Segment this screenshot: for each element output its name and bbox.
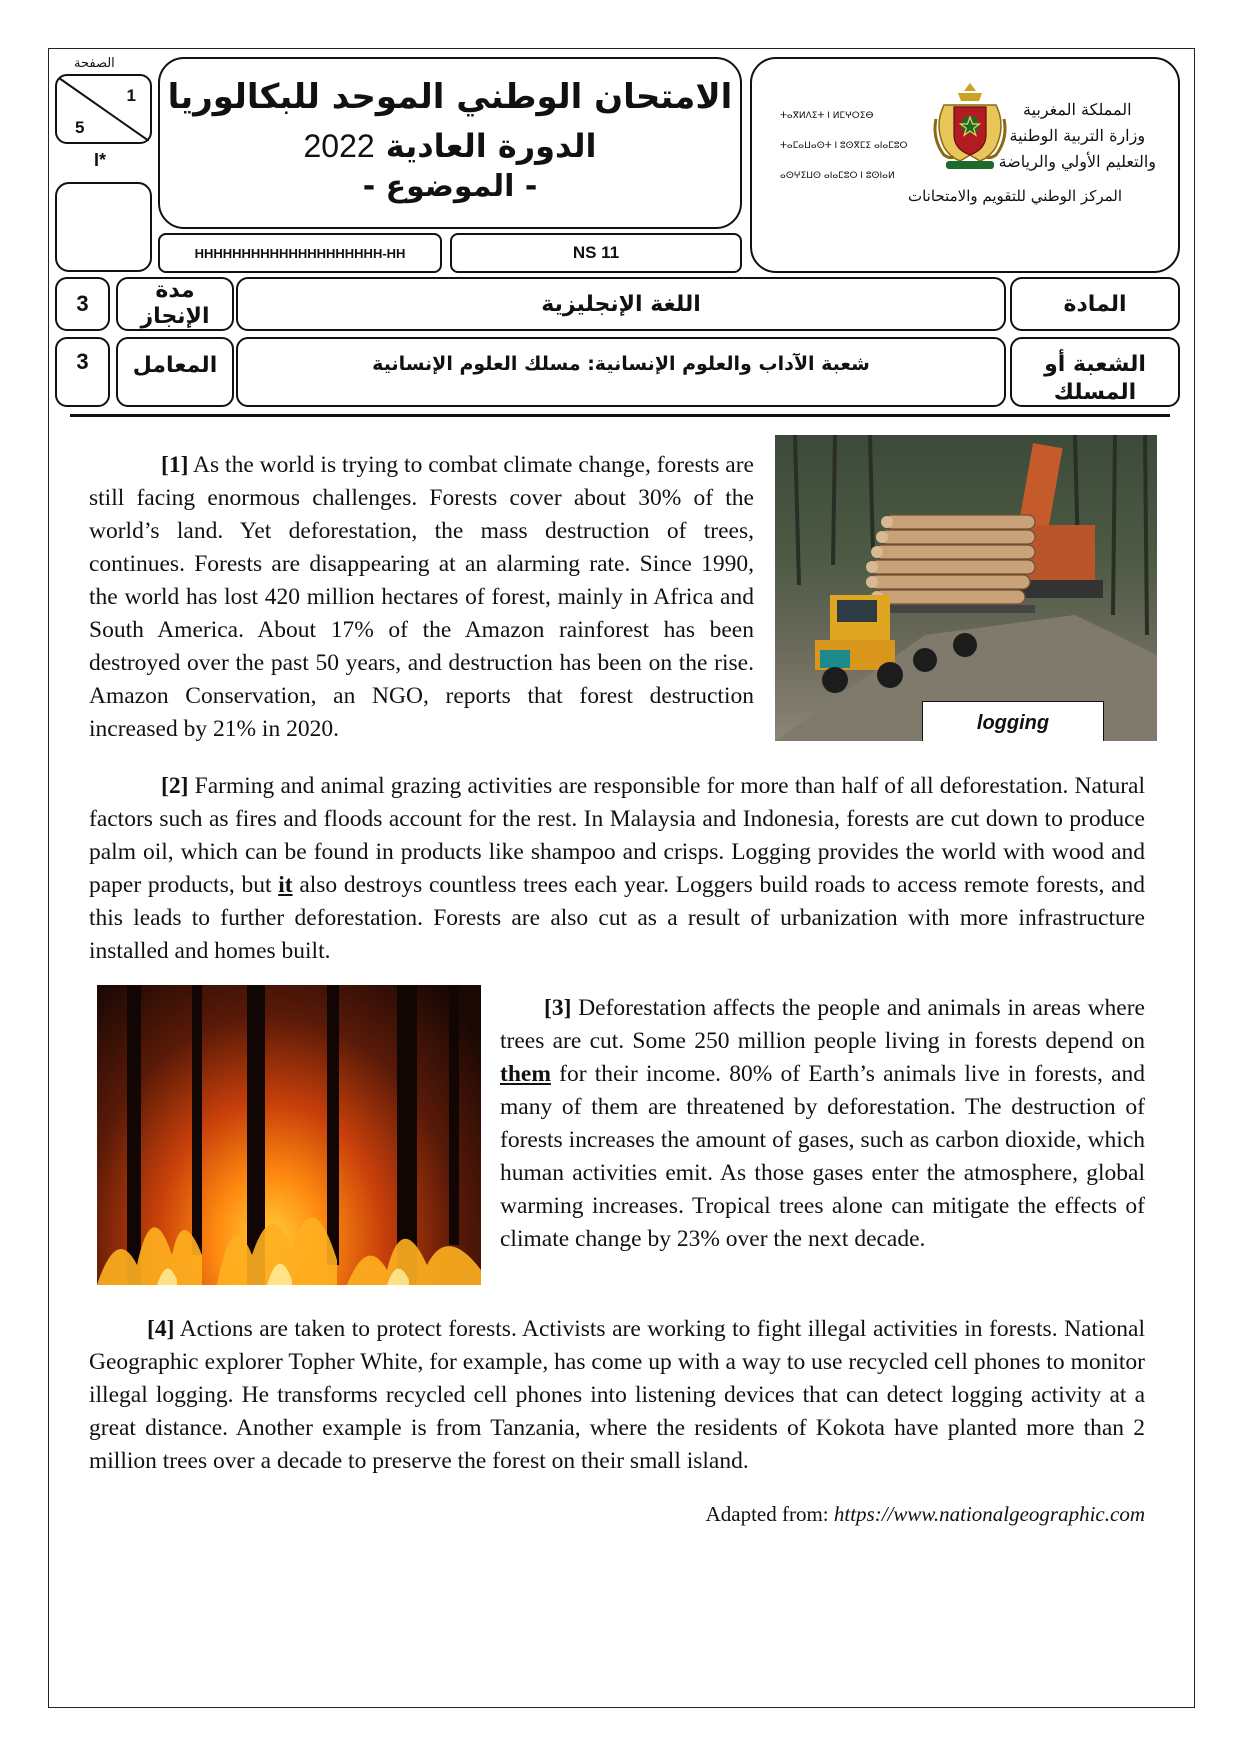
- paragraph-2: [89, 770, 1145, 968]
- blank-box: [55, 182, 152, 272]
- stream-label-box: [1010, 337, 1180, 407]
- coefficient-label-box: [116, 337, 234, 407]
- coefficient-value: 3: [76, 349, 89, 374]
- coefficient-value-box: [55, 337, 110, 407]
- tifinagh-line-1: ⵜⴰⴳⵍⴷⵉⵜ ⵏ ⵍⵎⵖⵔⵉⴱ: [780, 111, 874, 121]
- paragraph-3-text-before: Deforestation affects the people and animals in areas where trees are cut. Some 250 million people living in forests depend on: [500, 995, 1145, 1054]
- tifinagh-line-2: ⵜⴰⵎⴰⵡⴰⵙⵜ ⵏ ⵓⵙⴳⵎⵉ ⴰⵏⴰⵎⵓⵔ: [780, 141, 908, 151]
- header-rule: [70, 414, 1170, 417]
- paragraph-4-text: Actions are taken to protect forests. Activists are working to fight illegal activities in forests. National Geographic explorer Topher White, for example, has come up with a way to use recycled cell phones to monitor illegal logging. He transforms recycled cell phones into listening devices that can detect logging activity at a great distance. Another example is from Tanzania, where the residents of Kokota have planted more than 2 million trees over a decade to preserve the forest on their small island.: [89, 1316, 1145, 1474]
- subject-value-box: [236, 277, 1006, 331]
- tifinagh-line-3: ⴰⵙⵖⵉⵡⵙ ⴰⵏⴰⵎⵓⵔ ⵏ ⵓⵙⵏⴰⵍ: [780, 171, 895, 181]
- subject-label: المادة: [1063, 291, 1127, 317]
- subject-value: اللغة الإنجليزية: [541, 291, 701, 317]
- page-number: 1: [126, 86, 136, 105]
- duration-label: مدة الإنجاز: [140, 278, 210, 329]
- stream-value: شعبة الآداب والعلوم الإنسانية: مسلك العلوم الإنسانية: [372, 353, 870, 375]
- session-year: 2022: [303, 128, 375, 164]
- session-label: الدورة العادية: [385, 127, 597, 165]
- ministry-line-2: وزارة التربية الوطنية: [1009, 126, 1146, 145]
- forest-fire-photo: [97, 985, 481, 1285]
- duration-value: 3: [76, 291, 89, 316]
- source-url: https://www.nationalgeographic.com: [833, 1502, 1145, 1526]
- exam-title: الامتحان الوطني الموحد للبكالوريا: [167, 77, 733, 117]
- paragraph-2-number: [2]: [161, 773, 189, 799]
- paragraph-1-number: [1]: [161, 452, 189, 478]
- page-number-box: [55, 74, 152, 144]
- logging-caption: logging: [976, 711, 1050, 734]
- exam-code: NS 11: [572, 243, 620, 262]
- paragraph-3-number: [3]: [544, 995, 572, 1021]
- code-placeholder: HHHHHHHHHHHHHHHHHHHH-HH: [194, 245, 406, 261]
- ministry-center: المركز الوطني للتقويم والامتحانات: [907, 187, 1123, 205]
- reference-word-them: them: [500, 1061, 551, 1087]
- paragraph-2-text-before: Farming and animal grazing activities are responsible for more than half of all deforestation. Natural factors such as fires and floods account for the rest. In Malaysia and Indonesia, forests are cut down to produce palm oil, which can be found in products like shampoo and crisps. Logging provides the world with wood and paper products, but: [89, 773, 1146, 898]
- paragraph-1-text: As the world is trying to combat climate change, forests are still facing enormous challenges. Forests cover about 30% of the world’s land. Yet deforestation, the mass destruction of trees, continues. Forests are disappearing at an alarming rate. Since 1990, the world has lost 420 million hectares of forest, mainly in Africa and South America. About 17% of the Amazon rainforest has been destroyed over the past 50 years, and destruction has been on the rise. Amazon Conservation, an NGO, reports that forest destruction increased by 21% in 2020.: [89, 452, 754, 742]
- paragraph-3-text-after: for their income. 80% of Earth’s animals live in forests, and many of them are threatened by deforestation. The destruction of forests increases the amount of gases, such as carbon dioxide, which human activities emit. As those gases enter the atmosphere, global warming increases. Tropical trees alone can mitigate the effects of climate change by 23% over the next decade.: [500, 1061, 1146, 1252]
- code-placeholder-box: [158, 233, 442, 273]
- ministry-line-1: المملكة المغربية: [1022, 100, 1132, 119]
- star-mark: *I: [94, 150, 107, 170]
- logging-caption-box: [922, 701, 1104, 741]
- subject-label-box: [1010, 277, 1180, 331]
- paragraph-1: [89, 449, 754, 746]
- duration-label-box: [116, 277, 234, 331]
- subject-label: - الموضوع -: [362, 169, 538, 204]
- session-line: [160, 127, 740, 165]
- page-total: 5: [75, 118, 85, 137]
- forest-fire-scene: [97, 985, 481, 1285]
- page-label: الصفحة: [74, 56, 115, 71]
- stream-value-box: [236, 337, 1006, 407]
- reference-word-it: it: [278, 872, 293, 898]
- paragraph-2-text-after: also destroys countless trees each year. Loggers build roads to access remote forests, and this leads to further deforestation. Forests are also cut as a result of urbanization with more infrastructure installed and homes built.: [89, 872, 1146, 964]
- moroccan-coat-of-arms-icon: [930, 79, 1010, 174]
- logging-photo: [775, 435, 1157, 741]
- ministry-tifinagh: [780, 101, 930, 191]
- stream-label: الشعبة أو المسلك: [1044, 352, 1146, 405]
- source-line: [706, 1502, 1145, 1527]
- source-label: Adapted from:: [705, 1502, 829, 1526]
- logging-scene: [775, 435, 1157, 741]
- duration-value-box: [55, 277, 110, 331]
- exam-code-box: [450, 233, 742, 273]
- ministry-arabic: [999, 97, 1156, 175]
- ministry-line-3: والتعليم الأولي والرياضة: [998, 152, 1156, 171]
- paragraph-4-number: [4]: [147, 1316, 175, 1342]
- exam-title-box: [158, 57, 742, 229]
- paragraph-3: [500, 992, 1145, 1256]
- paragraph-4: [89, 1313, 1145, 1478]
- coefficient-label: المعامل: [132, 353, 218, 378]
- ministry-box: [750, 57, 1180, 273]
